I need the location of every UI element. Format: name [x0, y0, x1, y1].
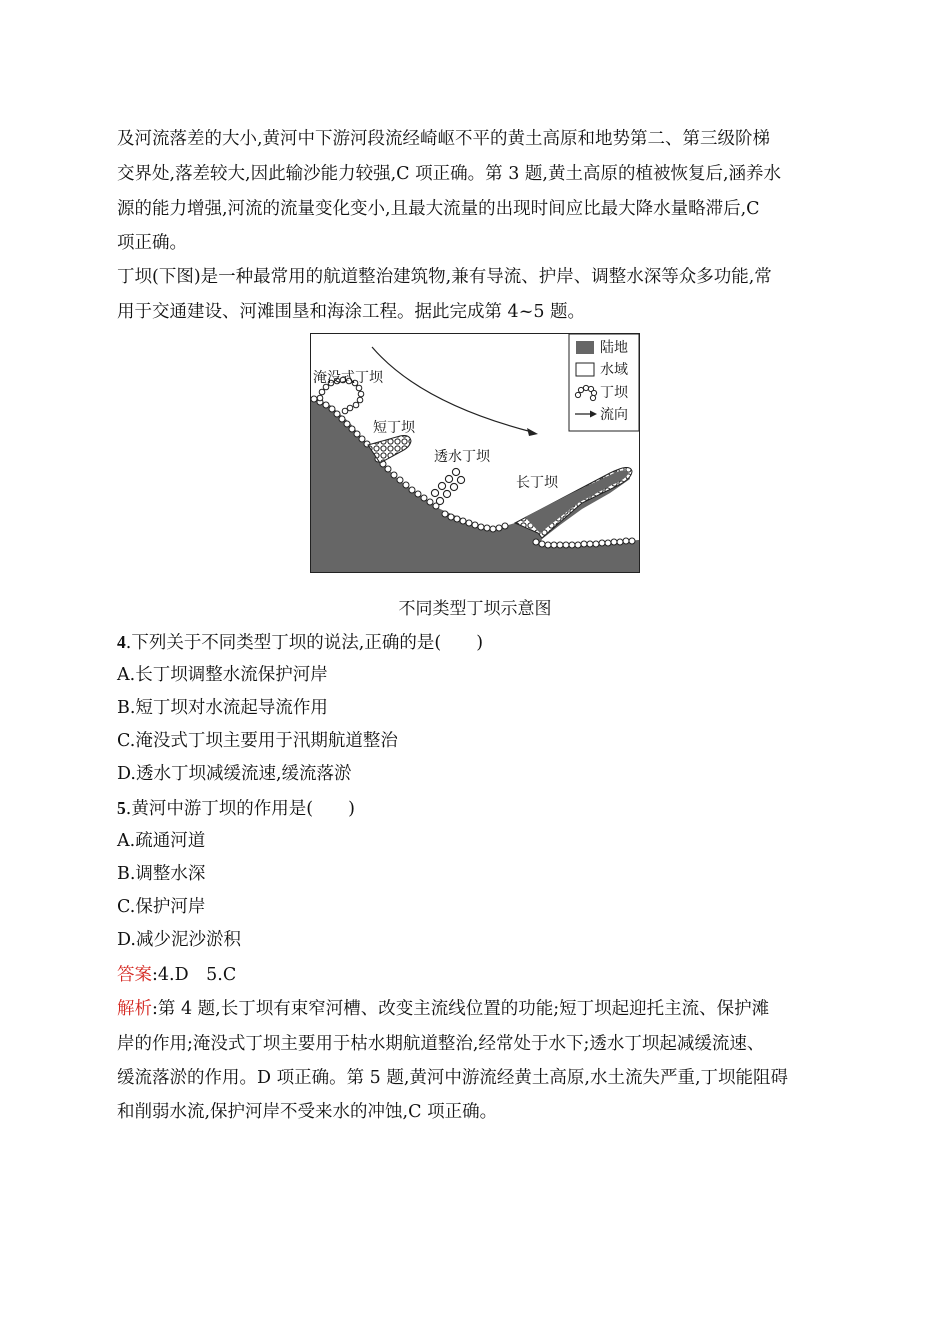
question-4-option-b: B.短丁坝对水流起导流作用: [117, 698, 328, 718]
question-4-option-a: A.长丁坝调整水流保护河岸: [117, 665, 328, 685]
intro-line-1: 及河流落差的大小,黄河中下游河段流经崎岖不平的黄土高原和地势第二、第三级阶梯: [117, 129, 771, 149]
legend-water-swatch: [576, 363, 594, 376]
legend: [569, 334, 639, 431]
legend-land-swatch: [576, 341, 594, 354]
legend-water-label: 水域: [600, 362, 628, 378]
intro-line-3: 源的能力增强,河流的流量变化变小,且最大流量的出现时间应比最大降水量略滞后,C: [117, 199, 760, 219]
question-5-text: .黄河中游丁坝的作用是( ): [125, 799, 355, 819]
answer-label: 答案: [117, 965, 152, 985]
analysis-first: :第 4 题,长丁坝有束窄河槽、改变主流线位置的功能;短丁坝起迎托主流、保护滩: [152, 999, 770, 1019]
intro-line-2: 交界处,落差较大,因此输沙能力较强,C 项正确。第 3 题,黄土高原的植被恢复后,涵养水: [117, 164, 782, 184]
spur-dike-diagram: [310, 333, 640, 573]
legend-land-label: 陆地: [600, 340, 628, 356]
legend-flow-label: 流向: [600, 407, 628, 423]
analysis-line-4: 和削弱水流,保护河岸不受来水的冲蚀,C 项正确。: [117, 1102, 498, 1122]
analysis-line-2: 岸的作用;淹没式丁坝主要用于枯水期航道整治,经常处于水下;透水丁坝起减缓流速、: [117, 1034, 765, 1054]
question-4-option-d: D.透水丁坝减缓流速,缓流落淤: [117, 764, 352, 784]
question-4-text: .下列关于不同类型丁坝的说法,正确的是( ): [125, 633, 484, 653]
answer-line: [117, 959, 236, 992]
analysis-label: 解析: [117, 999, 152, 1019]
diagram-svg: [310, 333, 640, 573]
question-4: [117, 626, 483, 660]
question-4-number: 4: [117, 632, 126, 652]
label-submerged-dike: 淹没式丁坝: [313, 370, 383, 386]
question-5-number: 5: [117, 798, 126, 818]
answer-text: :4.D 5.C: [152, 965, 237, 985]
stem-line-2: 用于交通建设、河滩围垦和海涂工程。据此完成第 4~5 题。: [117, 302, 586, 322]
figure-caption: 不同类型丁坝示意图: [398, 599, 552, 619]
label-long-dike: 长丁坝: [516, 475, 558, 491]
question-5-option-b: B.调整水深: [117, 864, 206, 884]
legend-dike-label: 丁坝: [600, 385, 628, 401]
label-short-dike: 短丁坝: [373, 420, 415, 436]
intro-line-4: 项正确。: [117, 233, 187, 253]
question-4-option-c: C.淹没式丁坝主要用于汛期航道整治: [117, 731, 398, 751]
stem-line-1: 丁坝(下图)是一种最常用的航道整治建筑物,兼有导流、护岸、调整水深等众多功能,常: [117, 267, 772, 287]
question-5-option-d: D.减少泥沙淤积: [117, 930, 241, 950]
question-5: [117, 792, 355, 826]
analysis-line-3: 缓流落淤的作用。D 项正确。第 5 题,黄河中游流经黄土高原,水土流失严重,丁坝能阻碍: [117, 1068, 789, 1088]
analysis-line-1: [117, 993, 769, 1026]
question-5-option-c: C.保护河岸: [117, 897, 206, 917]
label-permeable-dike: 透水丁坝: [434, 449, 490, 465]
question-5-option-a: A.疏通河道: [117, 831, 206, 851]
